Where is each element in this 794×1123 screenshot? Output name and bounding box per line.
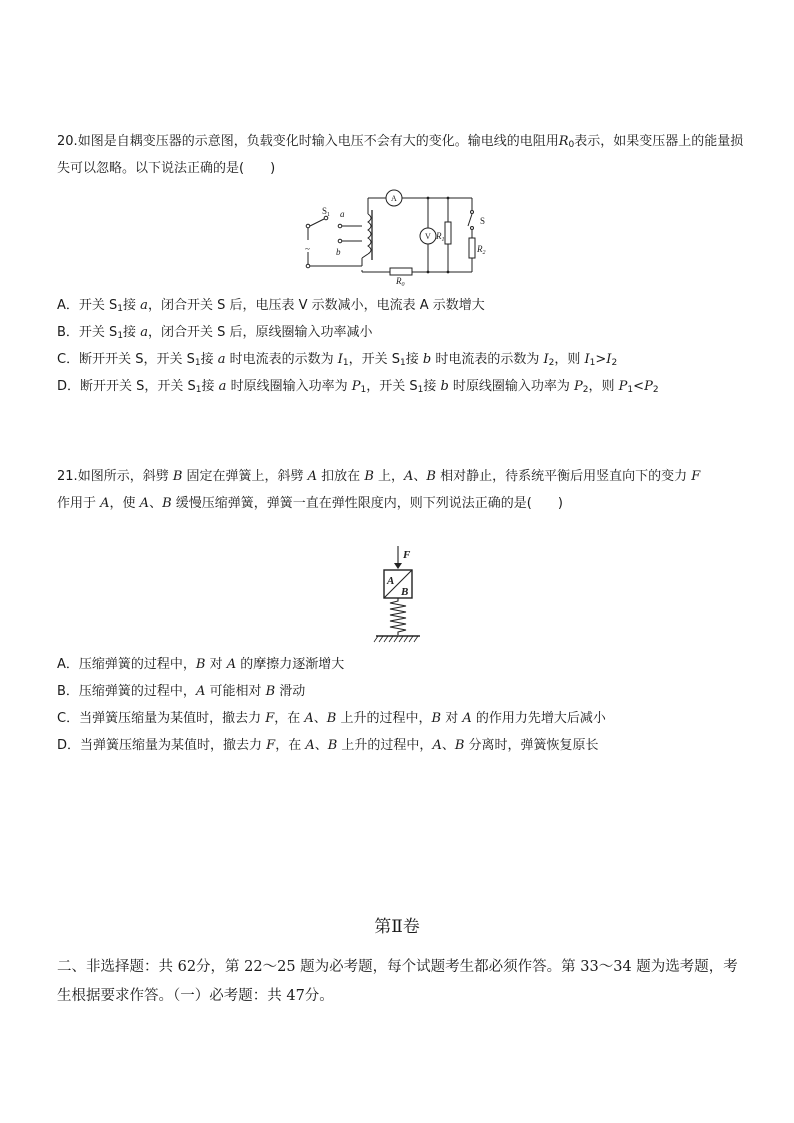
resistor-r0: [390, 268, 412, 275]
tap-b: [338, 239, 342, 243]
wedge-spring-diagram: [368, 543, 428, 648]
switch-s-label: S: [480, 216, 486, 226]
tap-b-label: b: [336, 247, 341, 257]
section-title: 第Ⅱ卷: [374, 917, 420, 937]
switch-s1-label: $S_1$: [322, 206, 331, 218]
autotransformer-circuit-diagram: [296, 186, 496, 286]
wedge-a-label: A: [387, 575, 395, 587]
q21-number: 21.: [57, 469, 78, 484]
tap-a-label: a: [340, 209, 345, 219]
wedge-b-label: B: [401, 586, 409, 598]
input-terminal-bottom: [306, 264, 310, 268]
transformer-coil: [368, 214, 371, 254]
q20-option-b: B．开关 $S_1$接 a，闭合开关 S 后，原线圈输入功率减小: [57, 325, 373, 341]
question-20-stem: 20.如图是自耦变压器的示意图，负载变化时输入电压不会有大的变化。输电线的电阻用$R_0$表示，如果变压器上的能量损失可以忽略。以下说法正确的是( ): [57, 134, 744, 176]
r1-label: $R_1$: [436, 231, 445, 243]
q21-option-a: A．压缩弹簧的过程中，B 对 A 的摩擦力逐渐增大: [57, 657, 345, 672]
q21-option-d: D．当弹簧压缩量为某值时，撤去力 F，在 A、B 上升的过程中，A、B 分离时，弹簧恢复原长: [57, 738, 599, 753]
resistor-r2: [469, 238, 475, 258]
spring: [390, 598, 406, 635]
q20-option-c: C．断开开关 S，开关 $S_1$接 a 时电流表的示数为 $I_1$，开关 $S_1$接 b 时电流表的示数为 $I_2$，则 $I_1>I_2$: [57, 352, 618, 368]
r0-label: $R_0$: [396, 276, 405, 286]
tap-a: [338, 224, 342, 228]
q21-option-c: C．当弹簧压缩量为某值时，撤去力 F，在 A、B 上升的过程中，B 对 A 的作用力先增大后减小: [57, 711, 606, 726]
q20-option-a: A．开关 $S_1$接 a，闭合开关 S 后，电压表 V 示数减小，电流表 A 示数增大: [57, 298, 485, 314]
question-21-stem: 21.如图所示，斜劈 B 固定在弹簧上，斜劈 A 扣放在 B 上，A、B 相对静止，待系统平衡后用竖直向下的变力 F 作用于 A，使 A、B 缓慢压缩弹簧，弹簧一直在弹性限度内，则下列说法正确的是( ): [57, 469, 701, 511]
switch-s1: [310, 219, 324, 226]
switch-s: [468, 214, 472, 226]
resistor-r1: [445, 222, 451, 244]
q21-option-b: B．压缩弹簧的过程中，A 可能相对 B 滑动: [57, 684, 306, 699]
q20-option-d: D．断开开关 S，开关 $S_1$接 a 时原线圈输入功率为 $P_1$，开关 $S_1$接 b 时原线圈输入功率为 $P_2$，则 $P_1<P_2$: [57, 379, 659, 395]
r2-label: $R_2$: [477, 244, 486, 256]
voltmeter-label: V: [425, 232, 431, 241]
q20-number: 20.: [57, 134, 78, 149]
input-terminal-top: [306, 224, 310, 228]
force-label: F: [403, 549, 411, 561]
ac-source-label: ~: [305, 244, 310, 254]
ammeter-label: A: [391, 194, 397, 203]
section-instructions: 二、非选择题：共 62分，第 22～25 题为必考题，每个试题考生都必须作答。第 33～34 题为选考题，考生根据要求作答。（一）必考题：共 47分。: [57, 959, 738, 1004]
